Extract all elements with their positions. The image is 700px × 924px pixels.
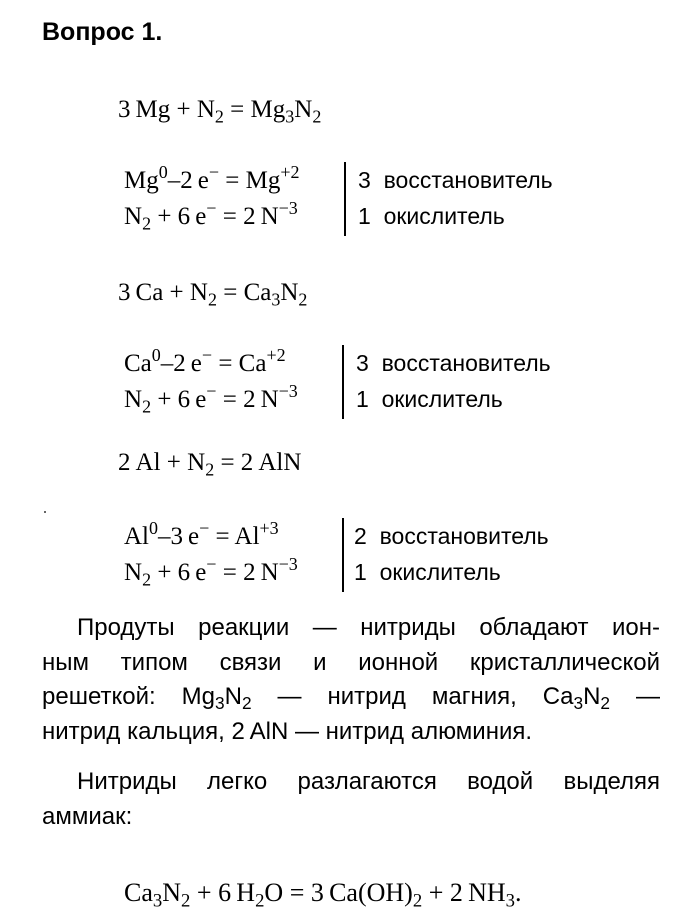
hydrolysis-equation: $Ca_3N_2 + 6$ $H_2O = 3$ $Ca(OH)_2 + 2$ $NH_3$. [124,878,522,912]
oxidation-half-2: Ca$^0$–2 $e^- = Ca^{+2}$ [124,345,286,377]
oxidation-half-1: Mg$^0$–2 $e^- = Mg^{+2}$ [124,162,300,194]
balance-divider [342,345,344,419]
oxidizer-label-3: 1 окислитель [354,559,501,585]
formula-mg3n2: $Mg_3N_2$ [181,683,252,714]
oxidizer-label-2: 1 окислитель [356,386,503,412]
reducer-label-1: 3 восстановитель [358,167,553,193]
electron-balance-1 [124,162,584,242]
electron-balance-2 [124,345,584,425]
reducer-label-3: 2 восстановитель [354,523,549,549]
reaction-equation-2: 3 $Ca + N_2 = Ca_3N_2$ [118,279,308,310]
page-title: Вопрос 1. [42,18,163,46]
reduction-half-2: $N_2 + 6$ e− = 2 $N^{-3}$ [124,381,298,417]
oxidation-half-3: Al$^0$–3 $e^- = Al^{+3}$ [124,518,279,550]
scan-speck [44,511,46,513]
reaction-equation-3: 2 $Al + N_2 = 2$ AlN [118,449,302,480]
hydrolysis-paragraph: Нитриды легко разлагаются водой выделяя аммиак: [42,768,660,830]
formula-aln: 2 AlN [231,717,289,745]
electron-balance-3 [124,518,584,598]
reduction-half-3: $N_2 + 6$ e− = 2 $N^{-3}$ [124,554,298,590]
oxidizer-label-1: 1 окислитель [358,203,505,229]
nitrides-paragraph: Продуты реакции — нитриды обладают ион- ным типом связи и ионной кристаллической решеткой: $Mg_3N_2$ — нитрид магния, $Ca_3N_2$ — нитрид кальция, 2 AlN — нитрид алюминия. [42,614,660,745]
balance-divider [342,518,344,592]
reduction-half-1: $N_2 + 6$ e− = 2 $N^{-3}$ [124,198,298,234]
reaction-equation-1: 3 $Mg + N_2 = Mg_3N_2$ [118,96,322,127]
reducer-label-2: 3 восстановитель [356,350,551,376]
balance-divider [344,162,346,236]
formula-ca3n2: $Ca_3N_2$ [542,683,611,714]
